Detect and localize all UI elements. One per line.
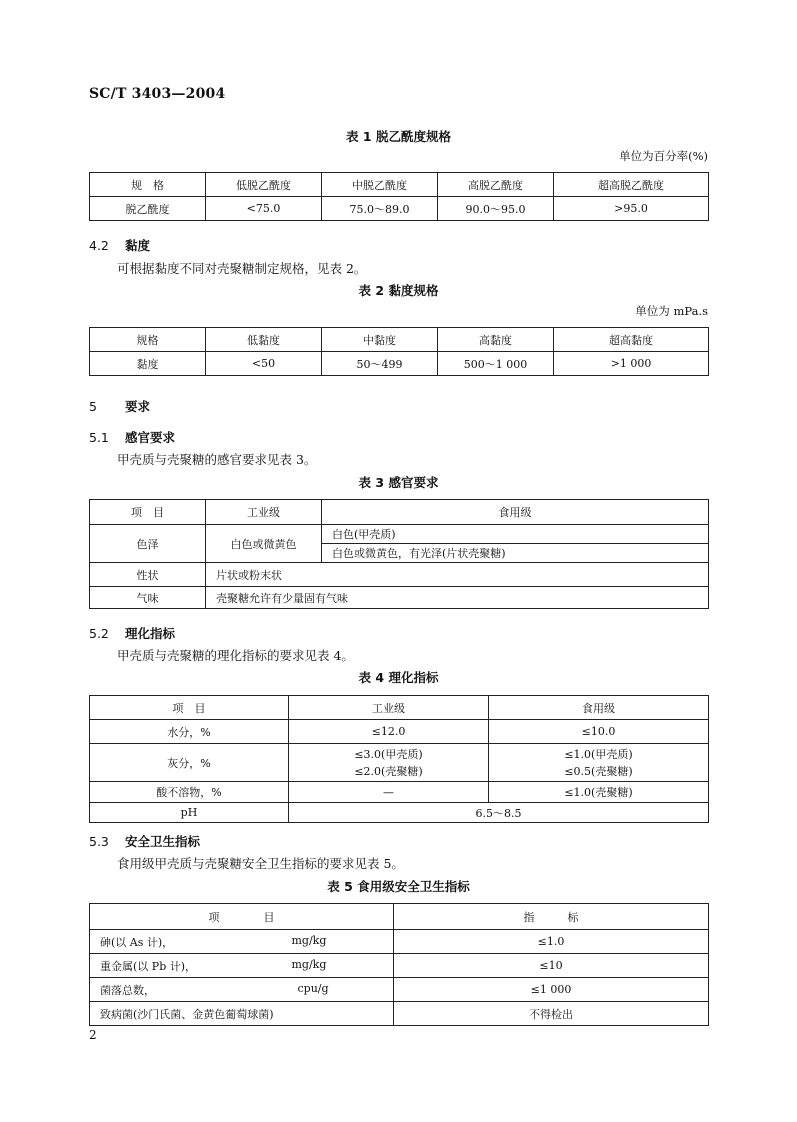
table2-cell: 50～499 bbox=[322, 352, 438, 376]
table4-caption: 表 4 理化指标 bbox=[358, 670, 439, 685]
section-title: 感官要求 bbox=[125, 430, 176, 445]
section-5-2-text: 甲壳质与壳聚糖的理化指标的要求见表 4。 bbox=[117, 648, 354, 663]
section-5-1-heading bbox=[89, 428, 175, 446]
table4-cell: — bbox=[289, 782, 489, 803]
table5-unit: cpu/g bbox=[297, 981, 329, 995]
table5 bbox=[89, 903, 709, 1026]
table4-cell: 6.5～8.5 bbox=[289, 803, 709, 823]
table5-unit: mg/kg bbox=[291, 933, 327, 947]
table1-cell: 脱乙酰度 bbox=[90, 197, 206, 221]
table2-header-cell: 超高黏度 bbox=[554, 328, 709, 352]
table3-header-cell: 食用级 bbox=[322, 500, 709, 525]
table4-cell: ≤10.0 bbox=[489, 720, 709, 744]
table2-caption: 表 2 黏度规格 bbox=[358, 283, 439, 298]
table3-shape-label: 性状 bbox=[90, 563, 206, 587]
table5-value: ≤10 bbox=[394, 954, 709, 978]
table3-caption: 表 3 感官要求 bbox=[358, 475, 439, 490]
table3-odor-label: 气味 bbox=[90, 587, 206, 609]
table1-header-cell: 中脱乙酰度 bbox=[322, 173, 438, 197]
table3-color-industrial: 白色或微黄色 bbox=[206, 525, 322, 563]
table4-cell: 酸不溶物，% bbox=[90, 782, 289, 803]
table5-item: 菌落总数， bbox=[100, 983, 155, 997]
page-number: 2 bbox=[89, 1028, 97, 1042]
table1-cell: 75.0～89.0 bbox=[322, 197, 438, 221]
table5-item-cell bbox=[90, 930, 394, 954]
section-number: 5 bbox=[89, 399, 97, 414]
table5-value: ≤1 000 bbox=[394, 978, 709, 1002]
table1-header-cell: 规 格 bbox=[90, 173, 206, 197]
table2-header-cell: 高黏度 bbox=[438, 328, 554, 352]
table4-ash-industrial bbox=[289, 744, 489, 782]
table5-item: 重金属(以 Pb 计)， bbox=[100, 959, 197, 973]
section-4-2-heading bbox=[89, 236, 150, 254]
table4-ash-industrial-line: ≤3.0(甲壳质) bbox=[354, 747, 423, 761]
table2-header-cell: 中黏度 bbox=[322, 328, 438, 352]
section-4-2-text: 可根据黏度不同对壳聚糖制定规格，见表 2。 bbox=[117, 261, 367, 276]
section-number: 5.1 bbox=[89, 430, 109, 445]
table4-ash-food-line: ≤0.5(壳聚糖) bbox=[564, 764, 633, 778]
table3-color-food-2: 白色或微黄色，有光泽(片状壳聚糖) bbox=[322, 544, 709, 563]
table5-item: 砷(以 As 计)， bbox=[100, 935, 174, 949]
table5-header-cell: 指 标 bbox=[394, 904, 709, 930]
table4-cell: 水分，% bbox=[90, 720, 289, 744]
table3 bbox=[89, 499, 709, 609]
table4-cell: ≤1.0(壳聚糖) bbox=[489, 782, 709, 803]
table4-ash-industrial-line: ≤2.0(壳聚糖) bbox=[354, 764, 423, 778]
table1-header-cell: 低脱乙酰度 bbox=[206, 173, 322, 197]
table3-color-label: 色泽 bbox=[90, 525, 206, 563]
table4 bbox=[89, 695, 709, 823]
section-number: 4.2 bbox=[89, 238, 109, 253]
table5-caption: 表 5 食用级安全卫生指标 bbox=[327, 879, 470, 894]
table1 bbox=[89, 172, 709, 221]
table4-header-cell: 工业级 bbox=[289, 696, 489, 720]
table1-caption: 表 1 脱乙酰度规格 bbox=[346, 129, 451, 144]
table4-ash-food bbox=[489, 744, 709, 782]
table3-odor-value: 壳聚糖允许有少量固有气味 bbox=[206, 587, 709, 609]
table5-unit: mg/kg bbox=[291, 957, 327, 971]
table1-cell: 90.0～95.0 bbox=[438, 197, 554, 221]
table5-item-cell bbox=[90, 954, 394, 978]
table5-item: 致病菌(沙门氏菌、金黄色葡萄球菌) bbox=[100, 1007, 274, 1021]
table4-cell: ≤12.0 bbox=[289, 720, 489, 744]
table4-ash-food-line: ≤1.0(甲壳质) bbox=[564, 747, 633, 761]
table2-header-cell: 低黏度 bbox=[206, 328, 322, 352]
section-5-3-text: 食用级甲壳质与壳聚糖安全卫生指标的要求见表 5。 bbox=[117, 856, 404, 871]
table4-header-cell: 食用级 bbox=[489, 696, 709, 720]
table2-cell: <50 bbox=[206, 352, 322, 376]
section-number: 5.2 bbox=[89, 626, 109, 641]
section-title: 要求 bbox=[125, 399, 151, 414]
section-title: 理化指标 bbox=[125, 626, 176, 641]
section-title: 安全卫生指标 bbox=[125, 834, 201, 849]
table1-unit: 单位为百分率(%) bbox=[619, 149, 708, 163]
table3-color-food-1: 白色(甲壳质) bbox=[322, 525, 709, 544]
table5-value: 不得检出 bbox=[394, 1002, 709, 1026]
table2 bbox=[89, 327, 709, 376]
table2-header-cell: 规格 bbox=[90, 328, 206, 352]
section-title: 黏度 bbox=[125, 238, 151, 253]
section-5-1-text: 甲壳质与壳聚糖的感官要求见表 3。 bbox=[117, 452, 317, 467]
table1-cell: >95.0 bbox=[554, 197, 709, 221]
table5-header-cell: 项 目 bbox=[90, 904, 394, 930]
table5-item-cell bbox=[90, 1002, 394, 1026]
table2-cell: >1 000 bbox=[554, 352, 709, 376]
table4-header-cell: 项 目 bbox=[90, 696, 289, 720]
table3-shape-value: 片状或粉末状 bbox=[206, 563, 709, 587]
table3-header-cell: 工业级 bbox=[206, 500, 322, 525]
table2-cell: 黏度 bbox=[90, 352, 206, 376]
table2-unit: 单位为 mPa.s bbox=[635, 304, 708, 318]
table1-header-cell: 高脱乙酰度 bbox=[438, 173, 554, 197]
document-code: SC/T 3403—2004 bbox=[89, 86, 226, 102]
table1-cell: <75.0 bbox=[206, 197, 322, 221]
table5-item-cell bbox=[90, 978, 394, 1002]
table2-cell: 500～1 000 bbox=[438, 352, 554, 376]
table5-value: ≤1.0 bbox=[394, 930, 709, 954]
section-number: 5.3 bbox=[89, 834, 109, 849]
section-5-2-heading bbox=[89, 624, 175, 642]
section-5-heading bbox=[89, 397, 150, 415]
section-5-3-heading bbox=[89, 832, 200, 850]
table3-header-cell: 项 目 bbox=[90, 500, 206, 525]
table4-cell: pH bbox=[90, 803, 289, 823]
table4-ash-label: 灰分，% bbox=[90, 744, 289, 782]
table1-header-cell: 超高脱乙酰度 bbox=[554, 173, 709, 197]
